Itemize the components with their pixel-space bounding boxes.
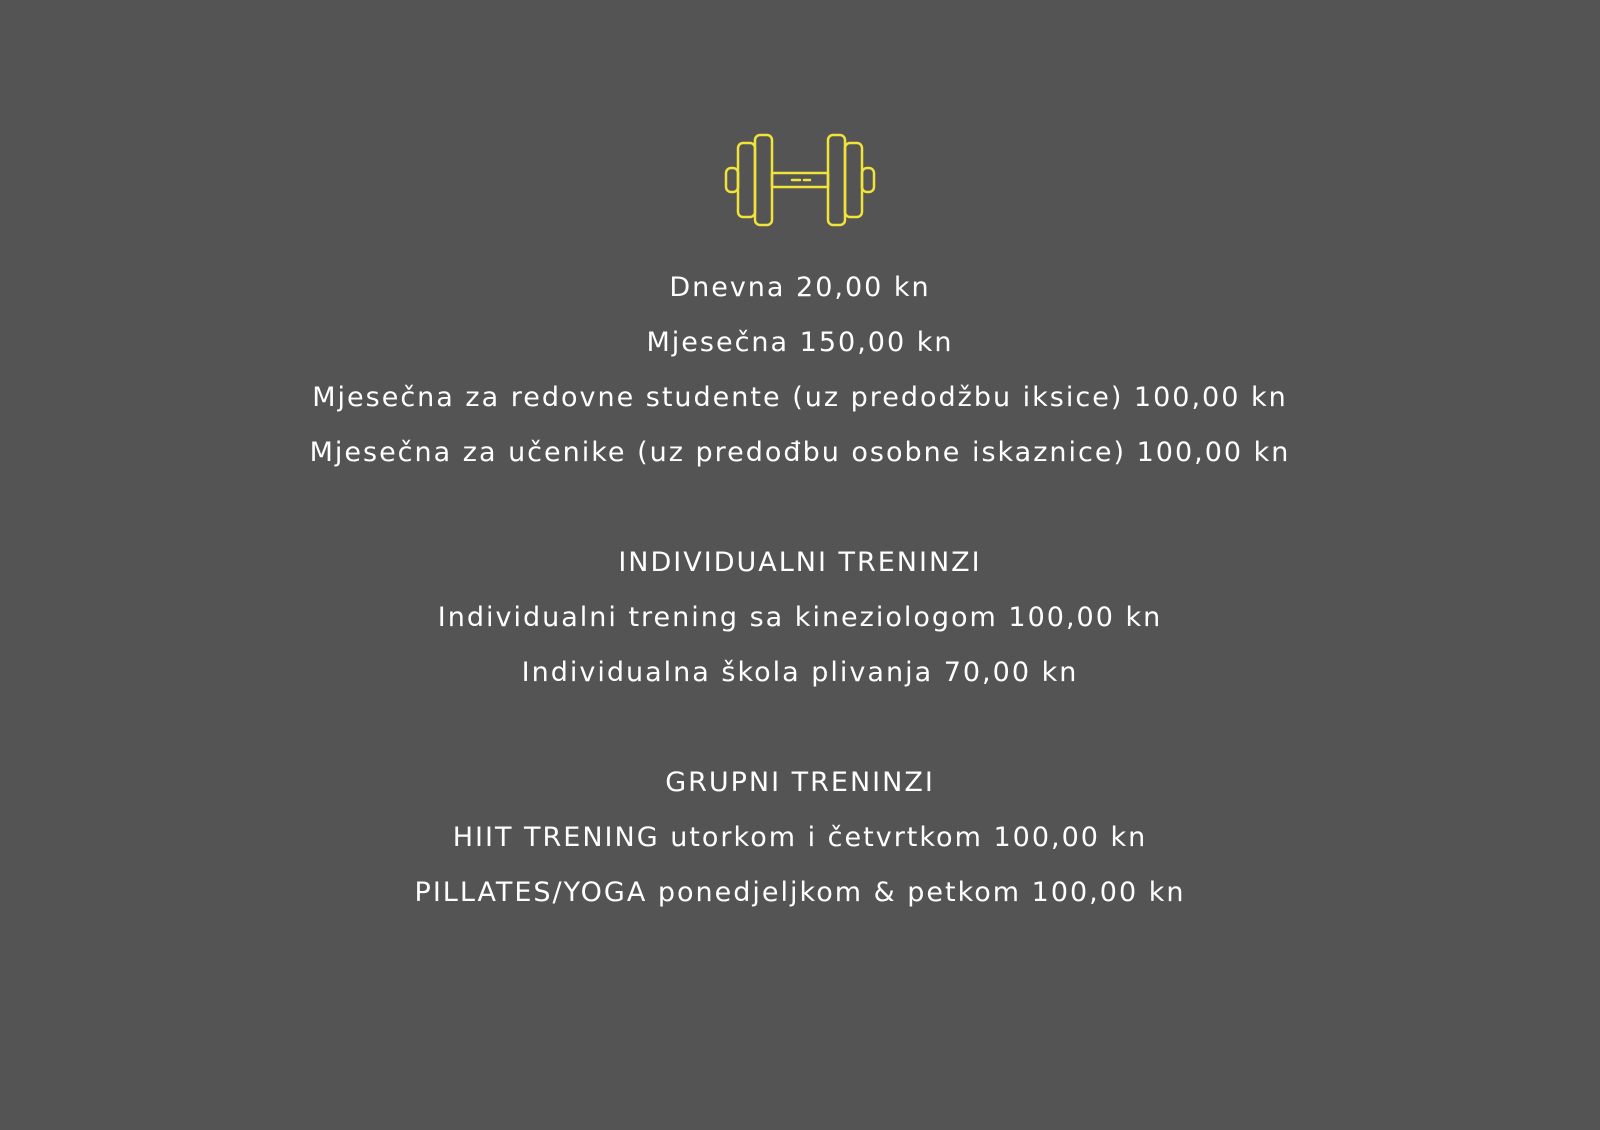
price-daily: Dnevna 20,00 kn bbox=[669, 272, 931, 303]
price-monthly-pupils: Mjesečna za učenike (uz predođbu osobne iskaznice) 100,00 kn bbox=[309, 437, 1291, 468]
group-heading: GRUPNI TRENINZI bbox=[665, 767, 935, 798]
price-group-hiit: HIIT TRENING utorkom i četvrtkom 100,00 kn bbox=[452, 822, 1148, 853]
price-individual-swimming: Individualna škola plivanja 70,00 kn bbox=[521, 657, 1079, 688]
pricing-section bbox=[0, 130, 1600, 920]
price-monthly: Mjesečna 150,00 kn bbox=[646, 327, 954, 358]
price-individual-kinesiologist: Individualni trening sa kineziologom 100,00 kn bbox=[437, 602, 1163, 633]
price-group-pilates-yoga: PILLATES/YOGA ponedjeljkom & petkom 100,00 kn bbox=[414, 877, 1186, 908]
membership-list bbox=[0, 260, 1600, 480]
individual-heading: INDIVIDUALNI TRENINZI bbox=[618, 547, 982, 578]
dumbbell-icon bbox=[724, 130, 876, 230]
price-monthly-students: Mjesečna za redovne studente (uz predodžbu iksice) 100,00 kn bbox=[312, 382, 1288, 413]
